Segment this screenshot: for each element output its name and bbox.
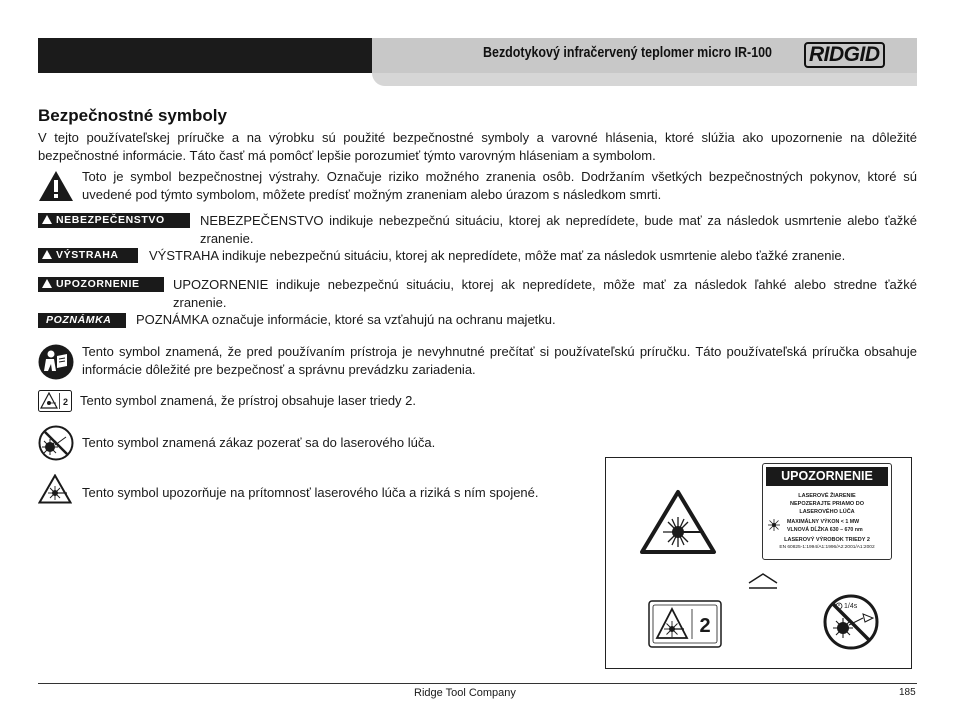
panel-line-2: NEPOZERAJTE PRIAMO DO [790, 501, 864, 507]
footer-divider [38, 683, 917, 684]
notice-label: POZNÁMKA [38, 313, 126, 328]
caution-label-text: UPOZORNENIE [56, 278, 140, 290]
panel-specs [763, 518, 891, 534]
panel-line-6: LASEROVÝ VÝROBOK TRIEDY 2 [784, 537, 870, 543]
no-stare-laser-icon [38, 425, 74, 461]
notice-text: POZNÁMKA označuje informácie, ktoré sa vzťahujú na ochranu majetku. [136, 312, 556, 327]
panel-laser-burst-icon [767, 518, 781, 532]
laser-class-text: Tento symbol znamená, že prístroj obsahuje laser triedy 2. [80, 393, 417, 408]
section-title: Bezpečnostné symboly [38, 106, 227, 125]
warning-triangle-icon [42, 279, 52, 288]
warning-text: VÝSTRAHA indikuje nebezpečnú situáciu, ktorej ak nepredídete, môže mať za následok usmrtenie alebo ťažké zranenie. [149, 248, 846, 263]
footer-company: Ridge Tool Company [414, 687, 516, 699]
caution-text: UPOZORNENIE indikuje nebezpečnú situáciu, ktorej ak nepredídete, môže mať za následok ľahké alebo stredne ťažké zranenie. [173, 277, 917, 310]
laser-class-number: 2 [62, 397, 69, 407]
panel-laser-class-number: 2 [699, 615, 711, 637]
panel-line-3: LASEROVÉHO LÚČA [799, 509, 855, 515]
intro-paragraph: V tejto používateľskej príručke a na výrobku sú použité bezpečnostné symboly a varovné hlásenia, ktoré slúžia ako upozornenie na dôležité bezpečnostné informácie. Táto časť má pomôcť lepšie porozumieť týmto varovným hláseniam a symbolom. [38, 130, 917, 163]
panel-laser-class-2-icon [648, 600, 722, 648]
panel-line-4: MAXIMÁLNY VÝKON < 1 MW [787, 519, 860, 525]
laser-warning-icon [38, 474, 72, 504]
safety-alert-icon [38, 170, 74, 202]
caution-label [38, 277, 164, 292]
alert-symbol-text: Toto je symbol bezpečnostnej výstrahy. Označuje riziko možného zranenia osôb. Dodržaním všetkých bezpečnostných pokynov, ktoré sú uvedené pod týmto symbolom, môžete predísť možným zraneniam alebo úrazom s následkom smrti. [82, 169, 917, 202]
panel-aperture-icon [747, 571, 779, 591]
header-grey-strip [372, 73, 917, 86]
read-manual-text: Tento symbol znamená, že pred používaním prístroja je nevyhnutné prečítať si používateľskú príručku. Táto používateľská príručka obsahuje informácie dôležité pre bezpečnosť a správnu prevádzku zariadenia. [82, 344, 917, 377]
panel-caution-heading: UPOZORNENIE [766, 467, 888, 486]
danger-label [38, 213, 190, 228]
page-number: 185 [899, 687, 916, 698]
danger-text: NEBEZPEČENSTVO indikuje nebezpečnú situáciu, ktorej ak nepredídete, bude mať za následok usmrtenie alebo ťažké zranenie. [200, 213, 917, 246]
warning-label [38, 248, 138, 263]
warning-label-text: VÝSTRAHA [56, 249, 119, 261]
read-manual-icon [38, 344, 74, 380]
panel-caution-label [762, 463, 892, 560]
header-black-bar [38, 38, 372, 73]
panel-no-stare-icon [823, 594, 879, 650]
danger-label-text: NEBEZPEČENSTVO [56, 214, 165, 226]
laser-warning-text: Tento symbol upozorňuje na prítomnosť laserového lúča a riziká s ním spojené. [82, 485, 539, 500]
header-title: Bezdotykový infračervený teplomer micro IR-100 [483, 45, 773, 61]
laser-class-2-icon [38, 390, 72, 412]
panel-line-7: EN 60825-1:1994/A1:1996/A2:2001/A1:2002 [779, 545, 875, 550]
ridgid-logo: RIDGID [804, 42, 885, 68]
panel-line-1: LASEROVÉ ŽIARENIE [798, 493, 856, 499]
panel-line-5: VLNOVÁ DĹŽKA 630 – 670 nm [787, 527, 863, 533]
panel-no-stare-text: 1/4s [844, 603, 858, 610]
panel-laser-warning-icon [638, 489, 718, 555]
warning-triangle-icon [42, 215, 52, 224]
warning-triangle-icon [42, 250, 52, 259]
no-stare-text: Tento symbol znamená zákaz pozerať sa do laserového lúča. [82, 435, 436, 450]
